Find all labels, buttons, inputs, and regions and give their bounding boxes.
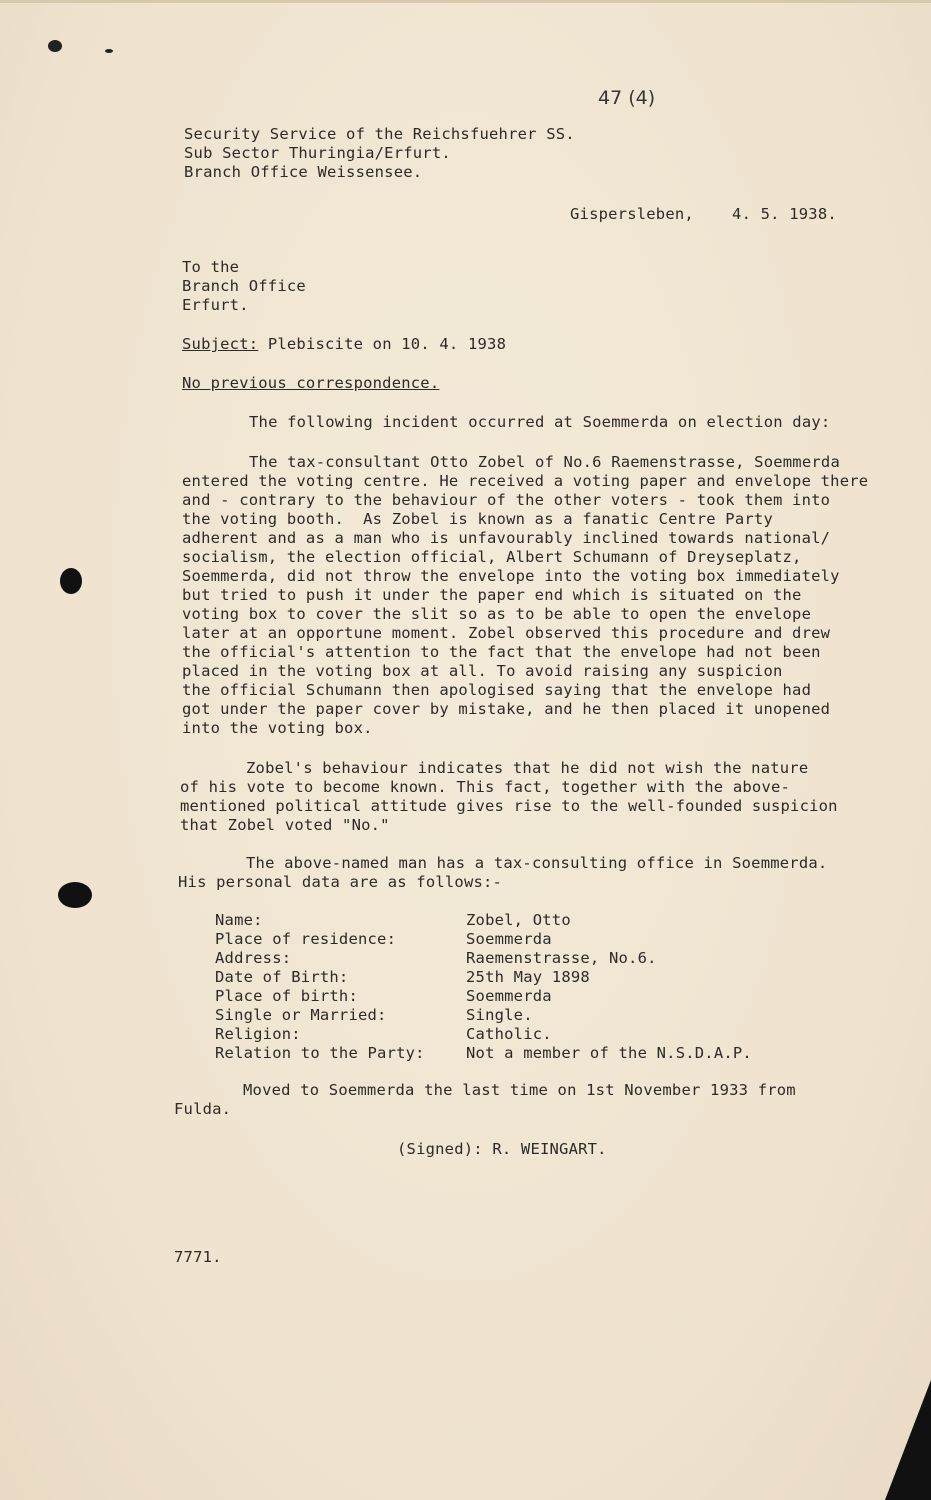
paragraph-line: into the voting box. xyxy=(182,719,373,737)
paragraph-line: mentioned political attitude gives rise to the well-founded suspicion xyxy=(180,797,838,815)
ink-spot xyxy=(105,49,113,53)
paragraph-line: voting box to cover the slit so as to be able to open the envelope xyxy=(182,605,812,623)
addressee-line: Branch Office xyxy=(182,277,306,295)
data-value: Raemenstrasse, No.6. xyxy=(466,949,657,967)
data-label: Name: xyxy=(215,911,263,929)
data-value: Single. xyxy=(466,1006,533,1024)
ink-spot xyxy=(48,40,62,52)
addressee-line: To the xyxy=(182,258,240,276)
data-value: Zobel, Otto xyxy=(466,911,571,929)
paragraph-line: placed in the voting box at all. To avoid raising any suspicion xyxy=(182,662,783,680)
paragraph-line: that Zobel voted "No." xyxy=(180,816,390,834)
paragraph-intro: The following incident occurred at Soemmerda on election day: xyxy=(249,413,831,431)
data-label: Place of birth: xyxy=(215,987,358,1005)
paragraph-line: and - contrary to the behaviour of the other voters - took them into xyxy=(182,491,831,509)
reference-number: 47 (4) xyxy=(598,87,656,109)
paragraph-line: Zobel's behaviour indicates that he did not wish the nature xyxy=(246,759,809,777)
header-line: Branch Office Weissensee. xyxy=(184,163,423,181)
paragraph-line: socialism, the election official, Albert Schumann of Dreyseplatz, xyxy=(182,548,802,566)
subject-label: Subject: xyxy=(182,335,259,353)
data-value: Catholic. xyxy=(466,1025,552,1043)
previous-correspondence: No previous correspondence. xyxy=(182,374,440,392)
paragraph-line: the official's attention to the fact that the envelope had not been xyxy=(182,643,821,661)
paragraph-line: Moved to Soemmerda the last time on 1st November 1933 from xyxy=(243,1081,796,1099)
data-label: Address: xyxy=(215,949,292,967)
paragraph-line: adherent and as a man who is unfavourably inclined towards national/ xyxy=(182,529,831,547)
signature-line: (Signed): R. WEINGART. xyxy=(397,1140,607,1158)
data-value: Soemmerda xyxy=(466,930,552,948)
paragraph-line: The above-named man has a tax-consulting office in Soemmerda. xyxy=(246,854,828,872)
data-label: Date of Birth: xyxy=(215,968,349,986)
paragraph-line: later at an opportune moment. Zobel observed this procedure and drew xyxy=(182,624,831,642)
paragraph-line: got under the paper cover by mistake, and he then placed it unopened xyxy=(182,700,831,718)
addressee-line: Erfurt. xyxy=(182,296,249,314)
data-value: Not a member of the N.S.D.A.P. xyxy=(466,1044,752,1062)
footer-number: 7771. xyxy=(174,1248,222,1266)
paragraph-line: but tried to push it under the paper end which is situated on the xyxy=(182,586,802,604)
data-label: Place of residence: xyxy=(215,930,397,948)
paragraph-line: the voting booth. As Zobel is known as a fanatic Centre Party xyxy=(182,510,773,528)
paragraph-line: entered the voting centre. He received a voting paper and envelope there xyxy=(182,472,869,490)
subject-line xyxy=(182,335,506,354)
header-line: Security Service of the Reichsfuehrer SS. xyxy=(184,125,575,143)
data-label: Relation to the Party: xyxy=(215,1044,425,1062)
header-line: Sub Sector Thuringia/Erfurt. xyxy=(184,144,451,162)
punch-hole-bottom xyxy=(58,882,92,908)
paragraph-line: His personal data are as follows:- xyxy=(178,873,503,891)
punch-hole-top xyxy=(60,568,82,594)
paragraph-line: of his vote to become known. This fact, together with the above- xyxy=(180,778,791,796)
data-label: Single or Married: xyxy=(215,1006,387,1024)
data-value: 25th May 1898 xyxy=(466,968,590,986)
subject-text: Plebiscite on 10. 4. 1938 xyxy=(267,335,507,353)
place-date: Gispersleben, 4. 5. 1938. xyxy=(570,205,837,223)
torn-corner xyxy=(885,1380,931,1500)
paragraph-line: Fulda. xyxy=(174,1100,232,1118)
paragraph-line: The tax-consultant Otto Zobel of No.6 Raemenstrasse, Soemmerda xyxy=(249,453,840,471)
data-value: Soemmerda xyxy=(466,987,552,1005)
paragraph-line: Soemmerda, did not throw the envelope into the voting box immediately xyxy=(182,567,840,585)
data-label: Religion: xyxy=(215,1025,301,1043)
page-top-edge xyxy=(0,0,931,3)
paragraph-line: the official Schumann then apologised saying that the envelope had xyxy=(182,681,812,699)
